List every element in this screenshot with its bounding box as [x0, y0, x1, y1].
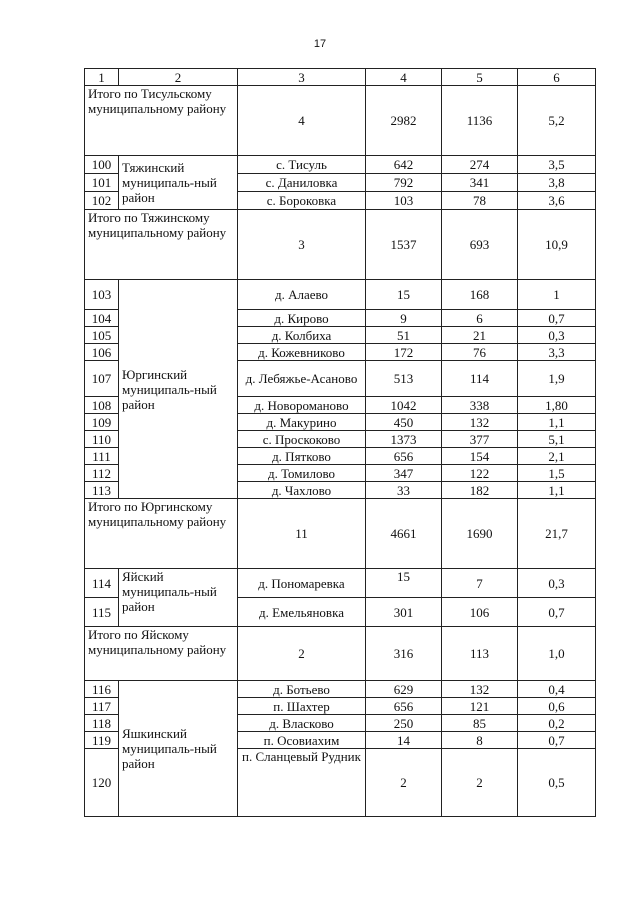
district-name: Яшкинский муниципаль-ный район — [119, 681, 238, 817]
table-cell: 3,8 — [518, 174, 596, 192]
total-cell: 316 — [366, 627, 442, 681]
row-number: 114 — [85, 569, 119, 598]
table-cell: 172 — [366, 344, 442, 361]
row-number: 101 — [85, 174, 119, 192]
data-table — [84, 68, 596, 817]
row-number: 100 — [85, 156, 119, 174]
table-cell: 338 — [442, 397, 518, 414]
total-cell: 113 — [442, 627, 518, 681]
settlement-name: д. Колбиха — [238, 327, 366, 344]
table-cell: 106 — [442, 598, 518, 627]
table-cell: 3,3 — [518, 344, 596, 361]
total-cell: 4 — [238, 86, 366, 156]
row-number: 113 — [85, 482, 119, 499]
table-cell: 15 — [366, 569, 442, 598]
settlement-name: д. Власково — [238, 715, 366, 732]
settlement-name: д. Пятково — [238, 448, 366, 465]
table-cell: 33 — [366, 482, 442, 499]
table-cell: 274 — [442, 156, 518, 174]
header-cell: 1 — [85, 69, 119, 86]
settlement-name: д. Чахлово — [238, 482, 366, 499]
table-cell: 103 — [366, 192, 442, 210]
total-row — [85, 499, 596, 569]
row-number: 108 — [85, 397, 119, 414]
row-number: 102 — [85, 192, 119, 210]
table-cell: 0,7 — [518, 732, 596, 749]
table-cell: 0,3 — [518, 327, 596, 344]
settlement-name: с. Бороковка — [238, 192, 366, 210]
total-row — [85, 627, 596, 681]
row-number: 111 — [85, 448, 119, 465]
total-cell: 1136 — [442, 86, 518, 156]
table-cell: 0,4 — [518, 681, 596, 698]
total-cell: 1690 — [442, 499, 518, 569]
table-cell: 301 — [366, 598, 442, 627]
table-cell: 2 — [366, 749, 442, 817]
settlement-name: д. Новороманово — [238, 397, 366, 414]
total-row — [85, 210, 596, 280]
total-label: Итого по Яйскому муниципальному району — [85, 627, 238, 681]
row-number: 120 — [85, 749, 119, 817]
table-cell: 1,1 — [518, 414, 596, 431]
total-row — [85, 86, 596, 156]
table-cell: 9 — [366, 310, 442, 327]
settlement-name: д. Алаево — [238, 280, 366, 310]
table-cell: 1,80 — [518, 397, 596, 414]
table-cell: 154 — [442, 448, 518, 465]
settlement-name: с. Проскоково — [238, 431, 366, 448]
row-number: 116 — [85, 681, 119, 698]
row-number: 103 — [85, 280, 119, 310]
total-cell: 3 — [238, 210, 366, 280]
table-cell: 1,9 — [518, 361, 596, 397]
table-cell: 792 — [366, 174, 442, 192]
table-row — [85, 681, 596, 698]
table-cell: 0,3 — [518, 569, 596, 598]
table-cell: 0,6 — [518, 698, 596, 715]
table-cell: 656 — [366, 698, 442, 715]
row-number: 107 — [85, 361, 119, 397]
row-number: 104 — [85, 310, 119, 327]
table-cell: 14 — [366, 732, 442, 749]
table-cell: 3,6 — [518, 192, 596, 210]
table-row — [85, 569, 596, 598]
table-cell: 85 — [442, 715, 518, 732]
table-cell: 1042 — [366, 397, 442, 414]
table-cell: 1,1 — [518, 482, 596, 499]
settlement-name: д. Томилово — [238, 465, 366, 482]
settlement-name: д. Макурино — [238, 414, 366, 431]
table-cell: 3,5 — [518, 156, 596, 174]
header-cell: 4 — [366, 69, 442, 86]
table-cell: 21 — [442, 327, 518, 344]
table-cell: 51 — [366, 327, 442, 344]
table-cell: 377 — [442, 431, 518, 448]
table-cell: 347 — [366, 465, 442, 482]
table-row — [85, 156, 596, 174]
table-cell: 2 — [442, 749, 518, 817]
total-cell: 1537 — [366, 210, 442, 280]
table-cell: 182 — [442, 482, 518, 499]
header-cell: 3 — [238, 69, 366, 86]
table-cell: 6 — [442, 310, 518, 327]
table-cell: 114 — [442, 361, 518, 397]
row-number: 112 — [85, 465, 119, 482]
settlement-name: п. Осовиахим — [238, 732, 366, 749]
table-cell: 341 — [442, 174, 518, 192]
table-cell: 78 — [442, 192, 518, 210]
settlement-name: д. Кирово — [238, 310, 366, 327]
total-cell: 1,0 — [518, 627, 596, 681]
table-cell: 513 — [366, 361, 442, 397]
settlement-name: д. Пономаревка — [238, 569, 366, 598]
header-row — [85, 69, 596, 86]
table-cell: 76 — [442, 344, 518, 361]
table-cell: 0,7 — [518, 598, 596, 627]
table-cell: 132 — [442, 681, 518, 698]
row-number: 115 — [85, 598, 119, 627]
total-cell: 5,2 — [518, 86, 596, 156]
row-number: 109 — [85, 414, 119, 431]
table-cell: 642 — [366, 156, 442, 174]
total-label: Итого по Тисульскому муниципальному району — [85, 86, 238, 156]
total-cell: 2 — [238, 627, 366, 681]
table-cell: 15 — [366, 280, 442, 310]
table-cell: 1373 — [366, 431, 442, 448]
table-cell: 2,1 — [518, 448, 596, 465]
settlement-name: п. Сланцевый Рудник — [238, 749, 366, 817]
table-cell: 1 — [518, 280, 596, 310]
settlement-name: д. Емельяновка — [238, 598, 366, 627]
page-number: 17 — [313, 38, 327, 50]
district-name: Тяжинский муниципаль-ный район — [119, 156, 238, 210]
total-cell: 11 — [238, 499, 366, 569]
table-cell: 450 — [366, 414, 442, 431]
total-cell: 10,9 — [518, 210, 596, 280]
settlement-name: д. Ботьево — [238, 681, 366, 698]
header-cell: 2 — [119, 69, 238, 86]
district-name: Юргинский муниципаль-ный район — [119, 280, 238, 499]
total-label: Итого по Тяжинскому муниципальному району — [85, 210, 238, 280]
settlement-name: п. Шахтер — [238, 698, 366, 715]
table-cell: 656 — [366, 448, 442, 465]
total-cell: 2982 — [366, 86, 442, 156]
settlement-name: с. Тисуль — [238, 156, 366, 174]
table-cell: 121 — [442, 698, 518, 715]
table-cell: 122 — [442, 465, 518, 482]
table-cell: 7 — [442, 569, 518, 598]
table-cell: 250 — [366, 715, 442, 732]
settlement-name: д. Кожевниково — [238, 344, 366, 361]
row-number: 106 — [85, 344, 119, 361]
row-number: 105 — [85, 327, 119, 344]
table-cell: 5,1 — [518, 431, 596, 448]
district-name: Яйский муниципаль-ный район — [119, 569, 238, 627]
table-cell: 132 — [442, 414, 518, 431]
header-cell: 5 — [442, 69, 518, 86]
table-cell: 0,5 — [518, 749, 596, 817]
total-label: Итого по Юргинскому муниципальному району — [85, 499, 238, 569]
table-cell: 0,7 — [518, 310, 596, 327]
header-cell: 6 — [518, 69, 596, 86]
total-cell: 4661 — [366, 499, 442, 569]
total-cell: 21,7 — [518, 499, 596, 569]
settlement-name: д. Лебяжье-Асаново — [238, 361, 366, 397]
row-number: 119 — [85, 732, 119, 749]
table-cell: 168 — [442, 280, 518, 310]
row-number: 110 — [85, 431, 119, 448]
table-cell: 0,2 — [518, 715, 596, 732]
table-cell: 8 — [442, 732, 518, 749]
total-cell: 693 — [442, 210, 518, 280]
row-number: 117 — [85, 698, 119, 715]
settlement-name: с. Даниловка — [238, 174, 366, 192]
table-cell: 629 — [366, 681, 442, 698]
table-cell: 1,5 — [518, 465, 596, 482]
row-number: 118 — [85, 715, 119, 732]
table-row — [85, 280, 596, 310]
